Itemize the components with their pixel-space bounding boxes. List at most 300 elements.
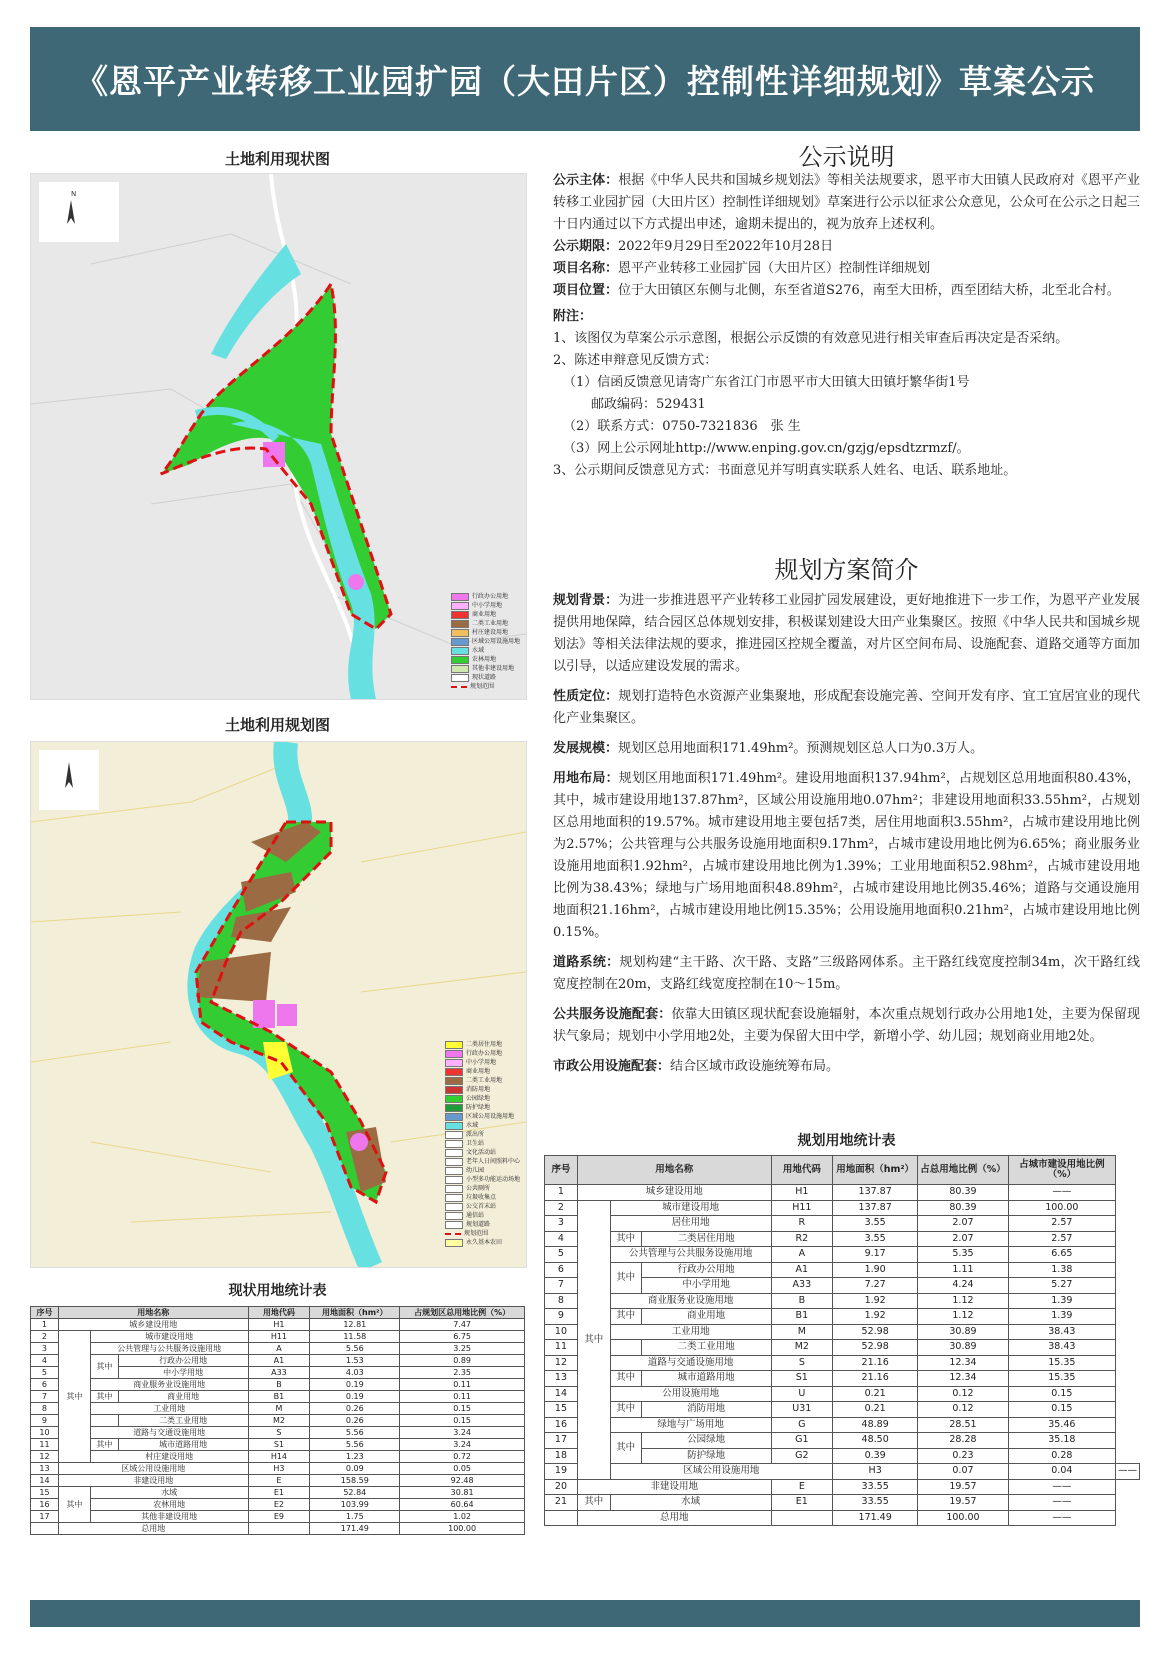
table-cell: 城市建设用地 [90, 1331, 248, 1343]
table-cell: 92.48 [400, 1475, 525, 1487]
table-cell: —— [1008, 1479, 1115, 1495]
table-cell: 137.87 [833, 1185, 918, 1201]
table-cell: —— [1008, 1185, 1115, 1201]
table-cell: 0.26 [310, 1415, 400, 1427]
table-cell: 2.07 [918, 1231, 1008, 1247]
legend-swatch [445, 1050, 463, 1058]
table-cell [248, 1523, 310, 1535]
table-cell: 0.09 [310, 1463, 400, 1475]
legend-label: 通信站 [465, 1212, 484, 1219]
table-cell: 12 [545, 1355, 578, 1371]
table-cell: 商业服务业设施用地 [610, 1293, 771, 1309]
legend-swatch [445, 1140, 463, 1148]
table-row [545, 1495, 1140, 1511]
table-row [545, 1185, 1140, 1201]
table-cell: 消防用地 [641, 1402, 771, 1418]
table-row [31, 1487, 525, 1499]
legend-swatch [445, 1185, 463, 1193]
table-cell: 0.15 [400, 1403, 525, 1415]
legend-label: 水域 [465, 1122, 478, 1129]
table-cell: 其中 [610, 1402, 641, 1418]
table-cell: 公用设施用地 [610, 1386, 771, 1402]
table-cell: 1.12 [918, 1293, 1008, 1309]
legend-label: 商业用地 [471, 611, 496, 618]
legend-swatch [445, 1113, 463, 1121]
legend-item [451, 664, 520, 673]
table-cell: 水域 [90, 1487, 248, 1499]
table-cell: 0.12 [918, 1386, 1008, 1402]
table-cell: 1.38 [1008, 1262, 1115, 1278]
table-cell: R [771, 1216, 832, 1232]
table-row [31, 1475, 525, 1487]
table-row [31, 1523, 525, 1535]
legend-label: 现状道路 [471, 674, 496, 681]
table-row [545, 1510, 1140, 1526]
table-row [545, 1293, 1140, 1309]
table-cell: 9 [545, 1309, 578, 1325]
table-cell: B1 [771, 1309, 832, 1325]
table-row [545, 1355, 1140, 1371]
table-cell: 其中 [577, 1495, 610, 1511]
table-cell: S1 [248, 1439, 310, 1451]
table-cell: 3.25 [400, 1343, 525, 1355]
table-cell: 2.35 [400, 1367, 525, 1379]
table-row [545, 1262, 1140, 1278]
legend-label: 行政办公用地 [465, 1050, 502, 1057]
legend-swatch [445, 1203, 463, 1211]
table-cell: 38.43 [1008, 1340, 1115, 1356]
legend-item [445, 1103, 520, 1112]
plan-map-title: 土地利用规划图 [224, 716, 330, 734]
legend-label: 防护绿地 [465, 1104, 490, 1111]
table-cell: 商业用地 [641, 1309, 771, 1325]
table-cell: 道路与交通设施用地 [90, 1427, 248, 1439]
table-cell: 0.72 [400, 1451, 525, 1463]
table-cell: 1.75 [310, 1511, 400, 1523]
table-cell: 80.39 [918, 1200, 1008, 1216]
table-cell: 0.21 [833, 1402, 918, 1418]
legend-swatch [451, 620, 469, 628]
table-cell: 1.53 [310, 1355, 400, 1367]
table-cell [31, 1523, 59, 1535]
table-row [31, 1379, 525, 1391]
table-cell: 137.87 [833, 1200, 918, 1216]
table-cell: 6 [31, 1379, 59, 1391]
table-cell: 12 [31, 1451, 59, 1463]
table-header-cell: 占城市建设用地比例（%） [1008, 1156, 1115, 1185]
table-cell: 3.24 [400, 1439, 525, 1451]
table-cell: 11 [31, 1439, 59, 1451]
table-cell: 工业用地 [90, 1403, 248, 1415]
legend-item [445, 1211, 520, 1220]
legend-label: 幼儿园 [465, 1167, 484, 1174]
legend-item [451, 673, 520, 682]
table-cell: 水域 [610, 1495, 771, 1511]
table-cell: 总用地 [58, 1523, 248, 1535]
table-row [545, 1417, 1140, 1433]
legend-label: 二类居住用地 [465, 1041, 502, 1048]
legend-swatch [445, 1149, 463, 1157]
table-cell: B [771, 1293, 832, 1309]
table-cell: 城市建设用地 [610, 1200, 771, 1216]
table-cell: 17 [545, 1433, 578, 1449]
table-cell: 中小学用地 [641, 1278, 771, 1294]
table-cell: H1 [771, 1185, 832, 1201]
table-row [545, 1479, 1140, 1495]
legend-item [445, 1193, 520, 1202]
plan-land-table [544, 1155, 1140, 1526]
table-cell: 其中 [610, 1371, 641, 1387]
table-cell: 商业用地 [118, 1391, 248, 1403]
legend-item [445, 1049, 520, 1058]
legend-label: 中小学用地 [471, 602, 502, 609]
table-cell: U [771, 1386, 832, 1402]
table-header-cell: 用地代码 [771, 1156, 832, 1185]
table-row [545, 1231, 1140, 1247]
legend-swatch [445, 1068, 463, 1076]
table-row [545, 1216, 1140, 1232]
legend-swatch [445, 1221, 463, 1229]
legend-label: 中小学用地 [465, 1059, 496, 1066]
table-cell: 5.27 [1008, 1278, 1115, 1294]
legend-item [445, 1166, 520, 1175]
table-cell: 13 [545, 1371, 578, 1387]
table-cell: 其中 [90, 1391, 118, 1403]
table-cell: 中小学用地 [118, 1367, 248, 1379]
table-row [545, 1371, 1140, 1387]
legend-item [451, 637, 520, 646]
table-cell: 20 [545, 1479, 578, 1495]
table-cell: 城市道路用地 [641, 1371, 771, 1387]
table-cell: A33 [248, 1367, 310, 1379]
table-cell: 商业服务业设施用地 [90, 1379, 248, 1391]
table-cell: 0.11 [400, 1391, 525, 1403]
table-cell: 行政办公用地 [641, 1262, 771, 1278]
legend-item [445, 1157, 520, 1166]
table-cell: 总用地 [577, 1510, 771, 1526]
table-cell: 工业用地 [610, 1324, 771, 1340]
table-cell: 19.57 [918, 1495, 1008, 1511]
table-cell: 0.12 [918, 1402, 1008, 1418]
legend-item [451, 628, 520, 637]
legend-swatch [445, 1077, 463, 1085]
legend-item [445, 1220, 520, 1229]
table-cell: 52.98 [833, 1340, 918, 1356]
table-cell: 2.57 [1008, 1216, 1115, 1232]
table-cell: 15 [545, 1402, 578, 1418]
table-cell: 12.34 [918, 1371, 1008, 1387]
table-cell: 居住用地 [610, 1216, 771, 1232]
table-header-cell: 用地代码 [248, 1307, 310, 1319]
table-row [31, 1463, 525, 1475]
table-cell: 15.35 [1008, 1371, 1115, 1387]
legend-item [445, 1148, 520, 1157]
table-cell: 1.39 [1008, 1293, 1115, 1309]
svg-text:N: N [71, 190, 77, 198]
table-cell: 19.57 [918, 1479, 1008, 1495]
table-cell: 其中 [610, 1433, 641, 1464]
legend-item [445, 1184, 520, 1193]
table-cell: 7.27 [833, 1278, 918, 1294]
legend-swatch [445, 1104, 463, 1112]
table-row [31, 1427, 525, 1439]
table-row [31, 1439, 525, 1451]
legend-label: 公共厕所 [465, 1185, 490, 1192]
table-cell: 14 [31, 1475, 59, 1487]
table-cell: 35.46 [1008, 1417, 1115, 1433]
table-cell: H11 [248, 1331, 310, 1343]
table-cell: —— [1008, 1510, 1115, 1526]
table-row [31, 1415, 525, 1427]
table-cell: 16 [545, 1417, 578, 1433]
legend-label: 文化活动站 [465, 1149, 496, 1156]
table-cell: 4 [31, 1355, 59, 1367]
legend-label: 村庄建设用地 [471, 629, 508, 636]
table-row [31, 1451, 525, 1463]
table-cell: 100.00 [400, 1523, 525, 1535]
table-row [545, 1247, 1140, 1263]
table-header-cell: 序号 [31, 1307, 59, 1319]
legend-item [445, 1067, 520, 1076]
legend-item [445, 1202, 520, 1211]
table-header-cell: 用地面积（hm²） [310, 1307, 400, 1319]
current-map-title: 土地利用现状图 [224, 150, 330, 168]
table-cell: 52.84 [310, 1487, 400, 1499]
legend-swatch [445, 1041, 463, 1049]
current-land-table [30, 1306, 525, 1535]
legend-label: 农林用地 [471, 656, 496, 663]
table-cell: 0.07 [918, 1464, 1008, 1480]
table-cell: 其他非建设用地 [90, 1511, 248, 1523]
table-row [545, 1340, 1140, 1356]
table-cell: 33.55 [833, 1479, 918, 1495]
table-row [31, 1499, 525, 1511]
legend-item [445, 1238, 520, 1247]
table-cell: 二类工业用地 [641, 1340, 771, 1356]
table-cell: H3 [248, 1463, 310, 1475]
table-cell: 0.39 [833, 1448, 918, 1464]
title-banner [30, 27, 1140, 131]
table-cell: 8 [31, 1403, 59, 1415]
table-cell: U31 [771, 1402, 832, 1418]
table-cell: 12.81 [310, 1319, 400, 1331]
table-header-cell: 占规划区总用地比例（%） [400, 1307, 525, 1319]
legend-swatch [451, 647, 469, 655]
legend-label: 老年人日间照料中心 [465, 1158, 520, 1165]
table-cell: 公园绿地 [641, 1433, 771, 1449]
table-cell: 80.39 [918, 1185, 1008, 1201]
plan-map-legend [445, 1040, 520, 1247]
table-cell: 5.56 [310, 1427, 400, 1439]
table-header-cell: 用地名称 [58, 1307, 248, 1319]
table-cell: 3.55 [833, 1231, 918, 1247]
legend-item [445, 1058, 520, 1067]
legend-label: 垃圾收集点 [465, 1194, 496, 1201]
legend-item [451, 655, 520, 664]
table-cell: 6.65 [1008, 1247, 1115, 1263]
table-cell: 绿地与广场用地 [610, 1417, 771, 1433]
table-cell: 11.58 [310, 1331, 400, 1343]
legend-swatch [445, 1194, 463, 1202]
table-cell: 1.11 [918, 1262, 1008, 1278]
table-cell: M2 [248, 1415, 310, 1427]
table-cell: A33 [771, 1278, 832, 1294]
table-header-cell: 用地面积（hm²） [833, 1156, 918, 1185]
legend-label: 公园绿地 [465, 1095, 490, 1102]
table-row [545, 1386, 1140, 1402]
table-cell: E [248, 1475, 310, 1487]
table-cell: 7.47 [400, 1319, 525, 1331]
current-map-legend [451, 592, 520, 691]
legend-item [451, 619, 520, 628]
legend-item [451, 592, 520, 601]
table-cell: 5 [31, 1367, 59, 1379]
legend-label: 公交首末站 [465, 1203, 496, 1210]
table-cell: E [771, 1479, 832, 1495]
table-cell: 5.35 [918, 1247, 1008, 1263]
table-row [545, 1464, 1140, 1480]
table-cell: A [248, 1343, 310, 1355]
table-cell: 30.81 [400, 1487, 525, 1499]
legend-swatch [445, 1086, 463, 1094]
table-header-cell: 序号 [545, 1156, 578, 1185]
table-cell: 0.19 [310, 1379, 400, 1391]
table-cell: H14 [248, 1451, 310, 1463]
table-cell: 其中 [610, 1309, 641, 1325]
table-cell: E1 [248, 1487, 310, 1499]
table-cell: H1 [248, 1319, 310, 1331]
table-row [545, 1200, 1140, 1216]
notice-section: 公示主体：根据《中华人民共和国城乡规划法》等相关法规要求，恩平市大田镇人民政府对《恩平产业转移工业园扩园（大田片区）控制性详细规划》草案进行公示以征求公众意见，公众可在公示之日起三十日内通过以下方式提出申述，逾期未提出的，视为放弃上述权利。 公示期限：2022年9月29日至2022年10月28日 项目名称：恩平产业转移工业园扩园（大田片区）控制性详细规划 项目位置：位于大田镇区东侧与北侧，东至省道S276，南至大田桥，西至团结大桥，北至北合村。 附注： 1、该图仅为草案公示示意图，根据公示反馈的有效意见进行相关审查后再决定是否采纳。 2、陈述申辩意见反馈方式： （1）信函反馈意见请寄广东省江门市恩平市大田镇大田镇圩繁华街1号 邮政编码：529431 （2）联系方式：0750-7321836 张 生 （3）网上公示网址http://www.enping.gov.cn/gzjg/epsdtzrmzf/。 3、公示期间反馈意见方式：书面意见并写明真实联系人姓名、电话、联系地址。 [553, 173, 1140, 478]
legend-swatch [445, 1233, 461, 1235]
legend-label: 区域公用设施用地 [471, 638, 520, 645]
table-cell: M [771, 1324, 832, 1340]
table-cell: 2.07 [918, 1216, 1008, 1232]
table-cell: M [248, 1403, 310, 1415]
table-cell: 52.98 [833, 1324, 918, 1340]
table-cell: 9 [31, 1415, 59, 1427]
table-cell: 0.04 [1008, 1464, 1115, 1480]
table-cell: 城乡建设用地 [577, 1185, 771, 1201]
table-cell: 公共管理与公共服务设施用地 [610, 1247, 771, 1263]
table-cell: H3 [833, 1464, 918, 1480]
table-cell: 非建设用地 [577, 1479, 771, 1495]
legend-item [445, 1112, 520, 1121]
plan-section: 规划背景：为进一步推进恩平产业转移工业园扩园发展建设，更好地推进下一步工作，为恩平产业发展提供用地保障，结合园区总体规划安排，积极谋划建设大田产业集聚区。按照《中华人民共和国城乡规划法》等相关法律法规的要求，推进园区控规全覆盖，对片区空间布局、设施配套、道路交通等方面加以引导，以适应建设发展的需求。 性质定位：规划打造特色水资源产业集聚地，形成配套设施完善、空间开发有序、宜工宜居宜业的现代化产业集聚区。 发展规模：规划区总用地面积171.49hm²。预测规划区总人口为0.3万人。 用地布局：规划区用地面积171.49hm²。建设用地面积137.94hm²，占规划区总用地面积80.43%，其中，城市建设用地137.87hm²，区域公用设施用地0.07hm²；非建设用地面积33.55hm²，占规划区总用地面积的19.57%。城市建设用地主要包括7类，居住用地面积3.55hm²，占城市建设用地比例为2.57%；公共管理与公共服务设施用地面积9.17hm²，占城市建设用地比例为6.65%；商业服务业设施用地面积1.92hm²，占城市建设用地比例为1.39%；工业用地面积52.98hm²，占城市建设用地比例为38.43%；绿地与广场用地面积48.89hm²，占城市建设用地比例35.46%；道路与交通设施用地面积21.16hm²，占城市建设用地比例15.35%；公用设施用地面积0.21hm²，占城市建设用地比例0.15%。 道路系统：规划构建“主干路、次干路、支路”三级路网体系。主干路红线宽度控制34m，次干路红线宽度控制在20m，支路红线宽度控制在10～15m。 公共服务设施配套：依靠大田镇区现状配套设施辐射，本次重点规划行政办公用地1处，主要为保留现状气象局；规划中小学用地2处，主要为保留大田中学，新增小学、幼儿园；规划商业用地2处。 市政公用设施配套：结合区域市政设施统筹布局。 [553, 593, 1140, 1074]
table-row [545, 1402, 1140, 1418]
notice-heading: 公示说明 [798, 143, 895, 171]
table-cell: E2 [248, 1499, 310, 1511]
table-row [545, 1324, 1140, 1340]
table-cell: 5.56 [310, 1439, 400, 1451]
table-cell: 道路与交通设施用地 [610, 1355, 771, 1371]
table-cell: 其中 [90, 1355, 118, 1379]
legend-item [451, 646, 520, 655]
table-cell: 1.92 [833, 1309, 918, 1325]
table-cell: 0.89 [400, 1355, 525, 1367]
table-cell: 6.75 [400, 1331, 525, 1343]
table-cell: 21.16 [833, 1371, 918, 1387]
table-cell: 158.59 [310, 1475, 400, 1487]
table-cell: 15 [31, 1487, 59, 1499]
legend-label: 商业用地 [465, 1068, 490, 1075]
table-cell: G1 [771, 1433, 832, 1449]
table-cell: 其中 [58, 1487, 90, 1523]
table-cell: 33.55 [833, 1495, 918, 1511]
page-title: 《恩平产业转移工业园扩园（大田片区）控制性详细规划》草案公示 [75, 61, 1095, 101]
table-cell: 公共管理与公共服务设施用地 [90, 1343, 248, 1355]
legend-item [445, 1040, 520, 1049]
table-cell: 48.89 [833, 1417, 918, 1433]
legend-item [445, 1121, 520, 1130]
table-cell: G [771, 1417, 832, 1433]
legend-item [445, 1085, 520, 1094]
table-cell: 城乡建设用地 [58, 1319, 248, 1331]
table-cell: 0.11 [400, 1379, 525, 1391]
table-cell: 60.64 [400, 1499, 525, 1511]
legend-swatch [451, 593, 469, 601]
table-cell: 38.43 [1008, 1324, 1115, 1340]
table-cell: 48.50 [833, 1433, 918, 1449]
table-cell: A [771, 1247, 832, 1263]
table-cell: 13 [31, 1463, 59, 1475]
table-row [545, 1433, 1140, 1449]
table-cell: 1 [31, 1319, 59, 1331]
table-cell: 1.12 [918, 1309, 1008, 1325]
table-cell: G2 [771, 1448, 832, 1464]
legend-label: 其他非建设用地 [471, 665, 514, 672]
table-cell [545, 1510, 578, 1526]
table-cell: 18 [545, 1448, 578, 1464]
table-cell: 其中 [610, 1262, 641, 1293]
legend-label: 永久基本农田 [465, 1239, 502, 1246]
table-cell: 0.05 [400, 1463, 525, 1475]
table-cell: 0.28 [1008, 1448, 1115, 1464]
table-cell: 103.99 [310, 1499, 400, 1511]
table-cell: 2 [545, 1200, 578, 1216]
table-cell: 28.51 [918, 1417, 1008, 1433]
table-row [31, 1343, 525, 1355]
table-cell: 10 [31, 1427, 59, 1439]
legend-item [445, 1130, 520, 1139]
table-cell: 防护绿地 [641, 1448, 771, 1464]
table-cell: B1 [248, 1391, 310, 1403]
legend-swatch [451, 686, 467, 688]
table-row [31, 1511, 525, 1523]
table-cell: 二类居住用地 [641, 1231, 771, 1247]
legend-item [445, 1229, 520, 1238]
legend-label: 区域公用设施用地 [465, 1113, 514, 1120]
table-cell: E1 [771, 1495, 832, 1511]
table-row [31, 1319, 525, 1331]
table-cell: 19 [545, 1464, 578, 1480]
table-cell: 4.24 [918, 1278, 1008, 1294]
legend-item [451, 610, 520, 619]
table-cell: 区域公用设施用地 [58, 1463, 248, 1475]
table-cell: 其中 [610, 1231, 641, 1247]
table-cell: 30.89 [918, 1340, 1008, 1356]
legend-swatch [451, 602, 469, 610]
legend-item [445, 1076, 520, 1085]
table-cell: S [248, 1427, 310, 1439]
current-land-use-map [30, 173, 527, 700]
legend-swatch [451, 656, 469, 664]
legend-item [445, 1175, 520, 1184]
table-cell: 12.34 [918, 1355, 1008, 1371]
table-cell: A1 [248, 1355, 310, 1367]
legend-swatch [451, 611, 469, 619]
legend-label: 行政办公用地 [471, 593, 508, 600]
